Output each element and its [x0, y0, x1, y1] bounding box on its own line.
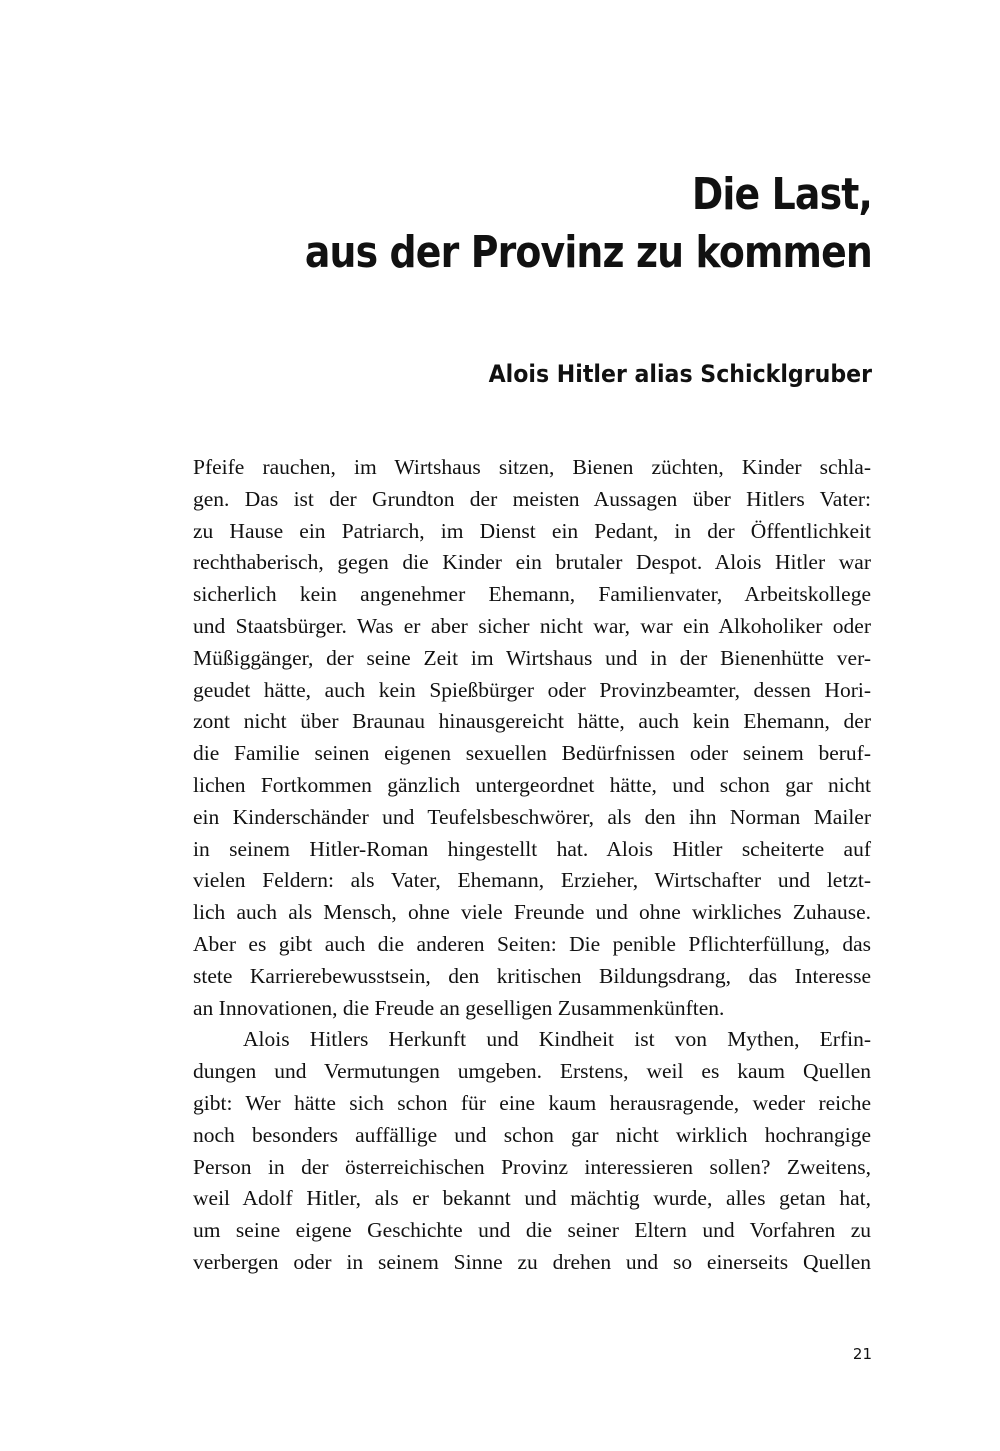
paragraph	[193, 452, 871, 1024]
text-line: an Innovationen, die Freude an geselligen Zusammenkünften.	[193, 995, 725, 1020]
text-line: vielen Feldern: als Vater, Ehemann, Erzieher, Wirtschafter und letzt-	[193, 868, 871, 893]
text-line: stete Karrierebewusstsein, den kritischen Bildungsdrang, das Interesse	[193, 963, 871, 988]
text-line: in seinem Hitler-Roman hingestellt hat. Alois Hitler scheiterte auf	[193, 836, 871, 861]
text-line: Pfeife rauchen, im Wirtshaus sitzen, Bienen züchten, Kinder schla-	[193, 455, 871, 479]
text-line: sicherlich kein angenehmer Ehemann, Familienvater, Arbeitskollege	[193, 582, 871, 607]
text-line: lichen Fortkommen gänzlich untergeordnet hätte, und schon gar nicht	[193, 772, 871, 797]
text-line: weil Adolf Hitler, als er bekannt und mächtig wurde, alles getan hat,	[193, 1186, 871, 1211]
text-line: gibt: Wer hätte sich schon für eine kaum herausragende, weder reiche	[193, 1090, 871, 1115]
text-line: geudet hätte, auch kein Spießbürger oder Provinzbeamter, dessen Hori-	[193, 677, 871, 702]
text-line: Müßiggänger, der seine Zeit im Wirtshaus und in der Bienenhütte ver-	[193, 645, 871, 670]
text-line: rechthaberisch, gegen die Kinder ein brutaler Despot. Alois Hitler war	[193, 550, 871, 575]
text-line: die Familie seinen eigenen sexuellen Bedürfnissen oder seinem beruf-	[193, 741, 871, 766]
text-line: zont nicht über Braunau hinausgereicht hätte, auch kein Ehemann, der	[193, 709, 871, 734]
text-line: verbergen oder in seinem Sinne zu drehen und so einerseits Quellen	[193, 1249, 871, 1274]
text-line: gen. Das ist der Grundton der meisten Aussagen über Hitlers Vater:	[193, 486, 871, 511]
text-line: ein Kinderschänder und Teufelsbeschwörer, als den ihn Norman Mailer	[193, 804, 871, 829]
text-line: und Staatsbürger. Was er aber sicher nicht war, war ein Alkoholiker oder	[193, 613, 871, 638]
text-line: Alois Hitlers Herkunft und Kindheit ist von Mythen, Erfin-	[243, 1027, 871, 1052]
page-number: 21	[852, 1345, 872, 1363]
chapter-subtitle: Alois Hitler alias Schicklgruber	[488, 360, 872, 388]
text-line: zu Hause ein Patriarch, im Dienst ein Pedant, in der Öffentlichkeit	[193, 518, 871, 543]
chapter-title	[270, 166, 872, 282]
paragraph	[193, 1024, 871, 1278]
text-line: dungen und Vermutungen umgeben. Erstens, weil es kaum Quellen	[193, 1059, 871, 1084]
text-line: um seine eigene Geschichte und die seiner Eltern und Vorfahren zu	[193, 1218, 871, 1243]
text-line: lich auch als Mensch, ohne viele Freunde und ohne wirkliches Zuhause.	[193, 900, 871, 925]
body-text	[193, 452, 871, 1279]
text-line: Aber es gibt auch die anderen Seiten: Die penible Pflichterfüllung, das	[193, 931, 871, 956]
text-line: Person in der österreichischen Provinz interessieren sollen? Zweitens,	[193, 1154, 871, 1179]
text-line: noch besonders auffällige und schon gar nicht wirklich hochrangige	[193, 1122, 871, 1147]
chapter-title-line: aus der Provinz zu kommen	[304, 227, 872, 278]
chapter-title-line: Die Last,	[691, 169, 872, 220]
